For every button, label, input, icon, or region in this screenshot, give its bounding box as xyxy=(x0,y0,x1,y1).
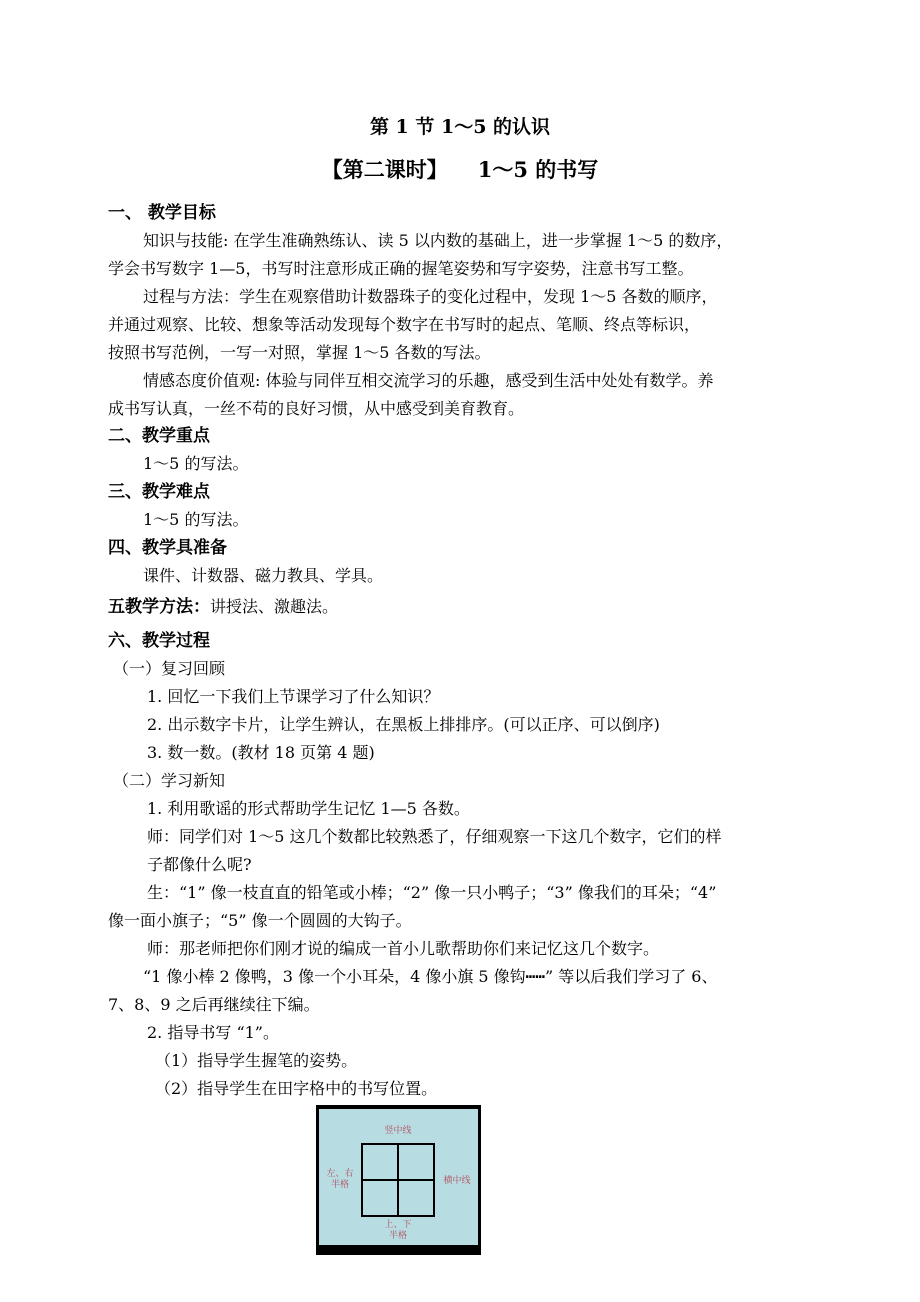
subsection-heading-new-knowledge: （二）学习新知 xyxy=(113,771,226,790)
objective-line: 并通过观察、比较、想象等活动发现每个数字在书写时的起点、笔顺、终点等标识， xyxy=(108,315,701,334)
section-heading-difficulties: 三、教学难点 xyxy=(108,482,210,502)
section-heading-methods: 五教学方法： xyxy=(108,597,210,617)
new-knowledge-line: 1. 利用歌谣的形式帮助学生记忆 1—5 各数。 xyxy=(147,799,470,818)
bottom-label-line1: 上、下 xyxy=(384,1220,412,1230)
vertical-midline-label: 竖中线 xyxy=(384,1126,412,1136)
methods-text: 讲授法、激趣法。 xyxy=(210,597,339,616)
horizontal-midline xyxy=(363,1179,433,1181)
objective-line: 过程与方法：学生在观察借助计数器珠子的变化过程中，发现 1～5 各数的顺序， xyxy=(143,287,718,306)
left-label-line1: 左、右 xyxy=(326,1169,354,1179)
review-item: 2. 出示数字卡片，让学生辨认，在黑板上排排序。(可以正序、可以倒序) xyxy=(147,715,660,734)
review-item: 1. 回忆一下我们上节课学习了什么知识？ xyxy=(147,687,440,706)
new-knowledge-line: 子都像什么呢? xyxy=(147,855,252,874)
objective-line: 知识与技能: 在学生准确熟练认、读 5 以内数的基础上，进一步掌握 1～5 的数序， xyxy=(143,231,733,250)
top-bottom-half-label xyxy=(378,1220,418,1242)
objective-line: 按照书写范例，一写一对照，掌握 1～5 各数的写法。 xyxy=(108,343,491,362)
new-knowledge-line: 师：同学们对 1～5 这几个数都比较熟悉了，仔细观察一下这几个数字，它们的样 xyxy=(147,827,722,846)
review-item: 3. 数一数。(教材 18 页第 4 题) xyxy=(147,743,375,762)
new-knowledge-line: “1 像小棒 2 像鸭，3 像一个小耳朵，4 像小旗 5 像钩┅┅” 等以后我们学习了 6、 xyxy=(143,967,718,986)
tianzige-diagram xyxy=(316,1105,481,1255)
horizontal-midline-label: 横中线 xyxy=(443,1176,471,1186)
section-heading-materials: 四、教学具准备 xyxy=(108,538,227,558)
new-knowledge-line: 生：“1” 像一枝直直的铅笔或小棒；“2” 像一只小鸭子；“3” 像我们的耳朵；“4” xyxy=(147,883,717,902)
new-knowledge-line: 2. 指导书写 “1”。 xyxy=(147,1023,279,1042)
lesson-topic: 1～5 的书写 xyxy=(477,157,599,182)
bottom-label-line2: 半格 xyxy=(388,1231,407,1241)
objective-line: 学会书写数字 1—5，书写时注意形成正确的握笔姿势和写字姿势，注意书写工整。 xyxy=(108,259,694,278)
new-knowledge-line: 像一面小旗子；“5” 像一个圆圆的大钩子。 xyxy=(108,911,412,930)
left-right-half-label xyxy=(321,1169,359,1191)
objective-line: 成书写认真，一丝不苟的良好习惯，从中感受到美育教育。 xyxy=(108,399,525,418)
key-points-text: 1～5 的写法。 xyxy=(143,454,249,473)
tianzige-grid xyxy=(361,1143,435,1217)
document-subtitle xyxy=(0,154,920,184)
objective-line: 情感态度价值观: 体验与同伴互相交流学习的乐趣，感受到生活中处处有数学。养 xyxy=(143,371,714,390)
methods-line xyxy=(108,596,338,618)
new-knowledge-line: （2）指导学生在田字格中的书写位置。 xyxy=(155,1079,438,1098)
materials-text: 课件、计数器、磁力教具、学具。 xyxy=(143,566,384,585)
document-title: 第 1 节 1～5 的认识 xyxy=(369,116,551,138)
section-heading-process: 六、教学过程 xyxy=(108,631,210,651)
subsection-heading-review: （一）复习回顾 xyxy=(113,659,226,678)
section-heading-key-points: 二、教学重点 xyxy=(108,426,210,446)
new-knowledge-line: 师：那老师把你们刚才说的编成一首小儿歌帮助你们来记忆这几个数字。 xyxy=(147,939,660,958)
new-knowledge-line: （1）指导学生握笔的姿势。 xyxy=(155,1051,358,1070)
diagram-background xyxy=(319,1109,478,1245)
section-heading-objectives: 一、 教学目标 xyxy=(108,203,216,223)
lesson-period: 【第二课时】 xyxy=(321,157,448,182)
new-knowledge-line: 7、8、9 之后再继续往下编。 xyxy=(108,995,320,1014)
difficulties-text: 1～5 的写法。 xyxy=(143,510,249,529)
left-label-line2: 半格 xyxy=(330,1180,349,1190)
